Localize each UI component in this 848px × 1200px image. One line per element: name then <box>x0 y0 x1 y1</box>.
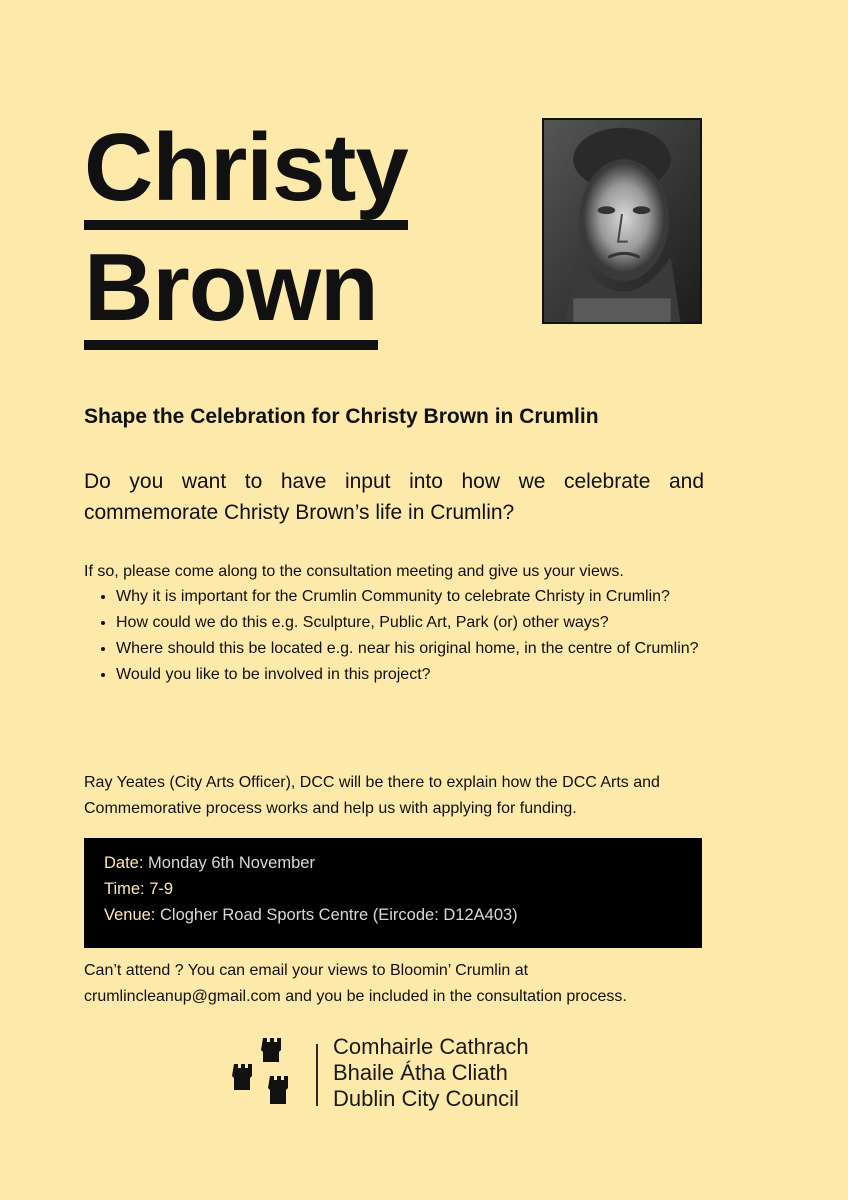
subtitle: Shape the Celebration for Christy Brown in Crumlin <box>84 405 599 428</box>
council-name-irish-1: Comhairle Cathrach <box>333 1034 529 1059</box>
poster-title <box>84 110 408 350</box>
list-item: • Would you like to be involved in this project? <box>116 662 704 688</box>
council-name <box>333 1034 529 1112</box>
venue-value: Clogher Road Sports Centre (Eircode: D12A403) <box>159 906 518 924</box>
date-label: Date: <box>104 854 144 872</box>
title-line-2: Brown <box>84 240 378 350</box>
event-details <box>84 838 702 948</box>
email-link[interactable]: crumlincleanup@gmail.com <box>84 988 281 1005</box>
title-line-1: Christy <box>84 120 408 230</box>
list-item: • How could we do this e.g. Sculpture, Public Art, Park (or) other ways? <box>116 610 704 636</box>
intro-text: If so, please come along to the consultation meeting and give us your views. <box>84 563 624 580</box>
cant-attend-text <box>84 958 724 1010</box>
castle-icon <box>232 1034 302 1114</box>
date-value: Monday 6th November <box>148 854 315 872</box>
list-item: • Why it is important for the Crumlin Community to celebrate Christy in Crumlin? <box>116 584 704 610</box>
portrait-photo <box>542 118 702 324</box>
question: Do you want to have input into how we celebrate and commemorate Christy Brown’s life in Crumlin? <box>84 470 704 524</box>
question-list <box>84 584 704 688</box>
event-venue <box>104 902 682 928</box>
council-logo <box>232 1034 552 1114</box>
logo-divider <box>316 1044 318 1106</box>
event-date <box>104 850 682 876</box>
list-item: • Where should this be located e.g. near his original home, in the centre of Crumlin? <box>116 636 704 662</box>
time-label: Time: <box>104 880 145 898</box>
time-value: 7-9 <box>149 880 174 898</box>
council-name-english: Dublin City Council <box>333 1086 519 1111</box>
council-name-irish-2: Bhaile Átha Cliath <box>333 1060 508 1085</box>
cant-attend-line: Can’t attend ? You can email your views to Bloomin’ Crumlin at <box>84 962 529 979</box>
ray-yeates-text: Ray Yeates (City Arts Officer), DCC will be there to explain how the DCC Arts and Commemorative process works and help us with applying for funding. <box>84 774 660 817</box>
event-time <box>104 876 682 902</box>
venue-label: Venue: <box>104 906 156 924</box>
cant-attend-end: and you be included in the consultation process. <box>285 988 627 1005</box>
